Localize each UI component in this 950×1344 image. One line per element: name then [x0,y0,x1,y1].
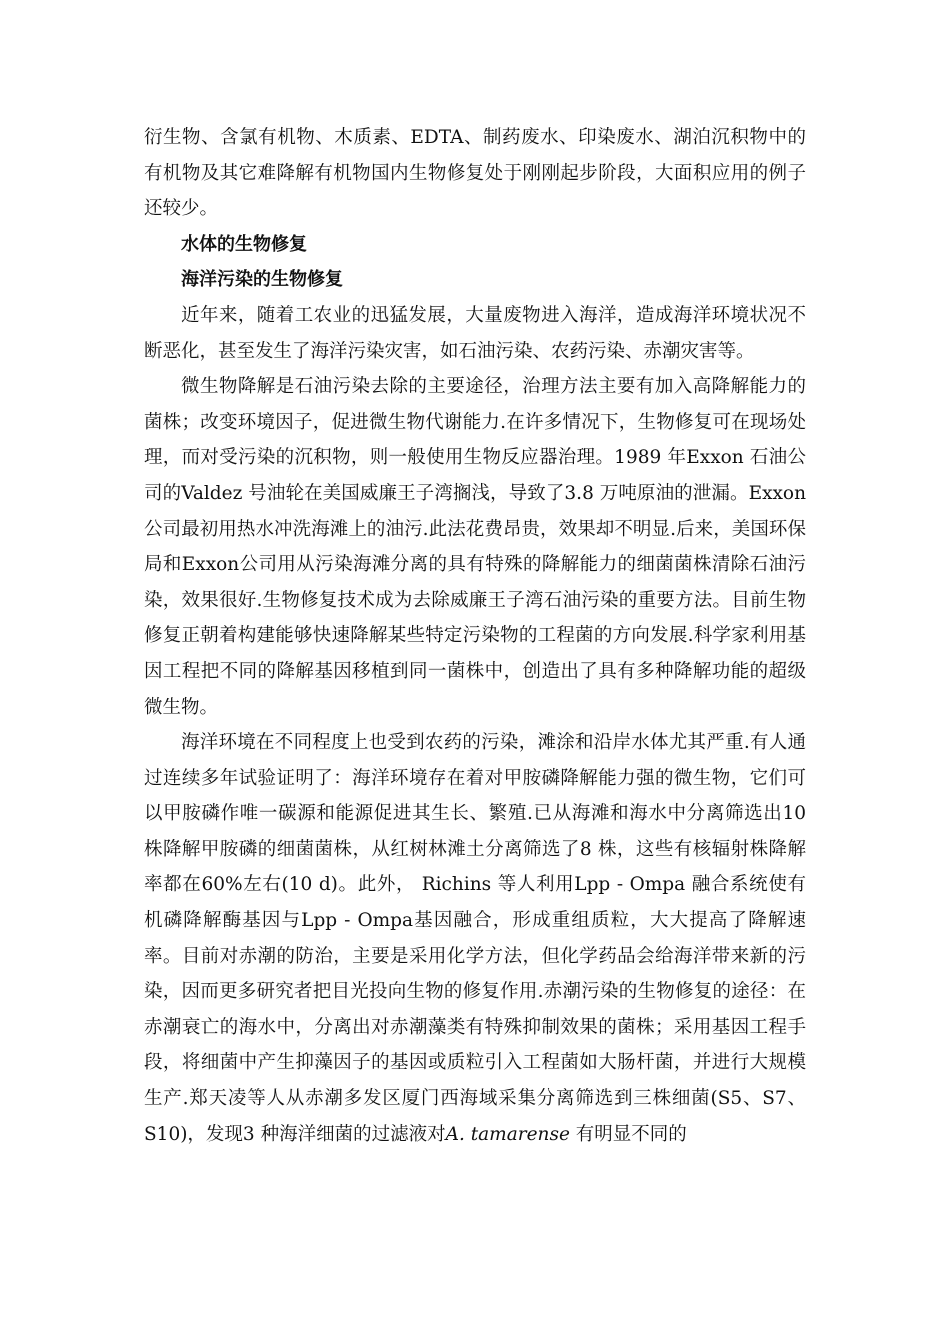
document-page [144,120,806,1152]
subsection-heading-marine-pollution: 海洋污染的生物修复 [181,269,343,291]
species-name: A. tamarense [445,1123,570,1145]
paragraph-intro: 近年来，随着工农业的迅猛发展，大量废物进入海洋，造成海洋环境状况不断恶化，甚至发生了海洋污染灾害，如石油污染、农药污染、赤潮灾害等。 [144,304,806,362]
paragraph-continuation: 衍生物、含氯有机物、木质素、EDTA、制药废水、印染废水、湖泊沉积物中的有机物及其它难降解有机物国内生物修复处于刚刚起步阶段，大面积应用的例子还较少。 [144,127,806,220]
section-heading-water-bioremediation: 水体的生物修复 [181,233,307,255]
paragraph-oil-pollution: 微生物降解是石油污染去除的主要途径，治理方法主要有加入高降解能力的菌株；改变环境因子，促进微生物代谢能力.在许多情况下，生物修复可在现场处理，而对受污染的沉积物，则一般使用生物反应器治理。1989 年Exxon 石油公司的Valdez 号油轮在美国威廉王子湾搁浅，导致了3.8 万吨原油的泄漏。Exxon公司最初用热水冲洗海滩上的油污.此法花费昂贵，效果却不明显.后来，美国环保局和Exxon公司用从污染海滩分离的具有特殊的降解能力的细菌菌株清除石油污染，效果很好.生物修复技术成为去除威廉王子湾石油污染的重要方法。目前生物修复正朝着构建能够快速降解某些特定污染物的工程菌的方向发展.科学家利用基因工程把不同的降解基因移植到同一菌株中，创造出了具有多种降解功能的超级微生物。 [144,376,806,718]
paragraph-pesticide-red-tide [144,725,806,1152]
paragraph-text: 海洋环境在不同程度上也受到农药的污染，滩涂和沿岸水体尤其严重.有人通过连续多年试验证明了：海洋环境存在着对甲胺磷降解能力强的微生物，它们可以甲胺磷作唯一碳源和能源促进其生长、繁殖.已从海滩和海水中分离筛选出10 株降解甲胺磷的细菌菌株，从红树林滩土分离筛选了8 株，这些有核辐射株降解率都在60%左右(10 d)。此外， Richins 等人利用Lpp - Ompa 融合系统使有机磷降解酶基因与Lpp - Ompa基因融合，形成重组质粒，大大提高了降解速率。目前对赤潮的防治，主要是采用化学方法，但化学药品会给海洋带来新的污染，因而更多研究者把目光投向生物的修复作用.赤潮污染的生物修复的途径：在赤潮衰亡的海水中，分离出对赤潮藻类有特殊抑制效果的菌株；采用基因工程手段，将细菌中产生抑藻因子的基因或质粒引入工程菌如大肠杆菌，并进行大规模生产.郑天凌等人从赤潮多发区厦门西海域采集分离筛选到三株细菌(S5、S7、S10)，发现3 种海洋细菌的过滤液对 [144,732,806,1145]
paragraph-text-end: 有明显不同的 [569,1123,687,1145]
